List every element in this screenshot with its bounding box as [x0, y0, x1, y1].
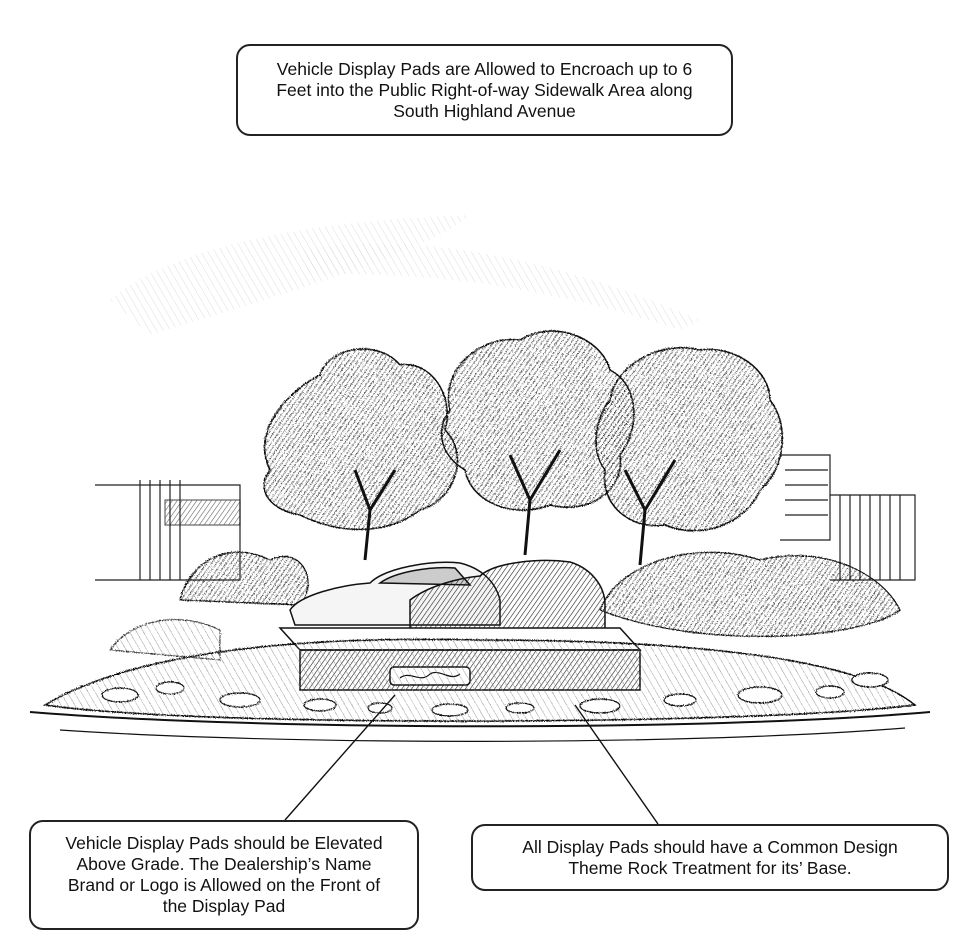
tree-canopies [264, 331, 782, 531]
tree-right [596, 348, 782, 531]
callout-elevated-pad: Vehicle Display Pads should be Elevated Above Grade. The Dealership’s Name Brand or Logo is Allowed on the Front of the Display Pad [29, 820, 419, 930]
tree-left [264, 349, 457, 529]
callout-rock-treatment: All Display Pads should have a Common Design Theme Rock Treatment for its’ Base. [471, 824, 949, 891]
display-vehicles [290, 561, 605, 635]
sky-shading [110, 215, 700, 335]
callout-encroachment: Vehicle Display Pads are Allowed to Encroach up to 6 Feet into the Public Right-of-way Sidewalk Area along South Highland Avenue [236, 44, 733, 136]
leader-line-right [575, 705, 658, 824]
